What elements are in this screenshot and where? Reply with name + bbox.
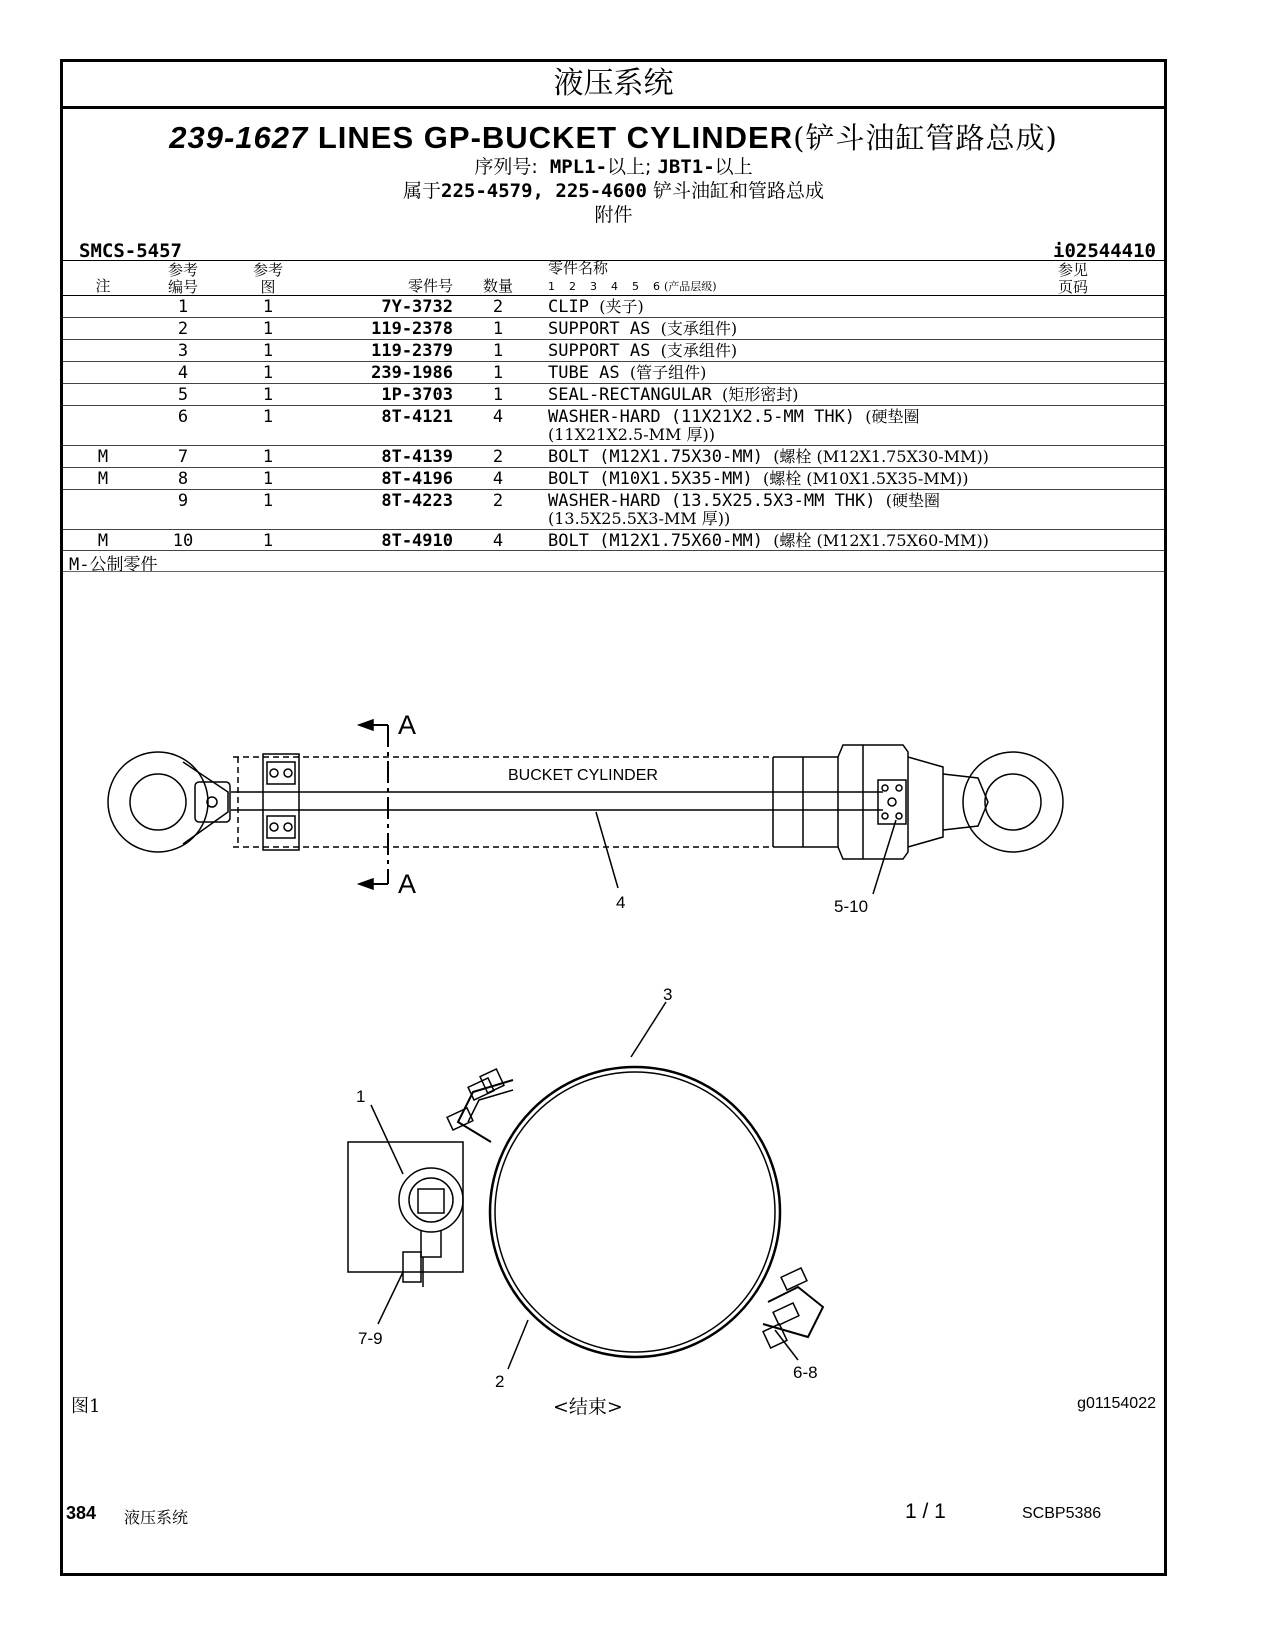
callout-7-9: 7-9 [358,1329,383,1348]
callout-1: 1 [356,1087,366,1106]
row-ref: 10 [172,531,194,551]
row-part-number: 8T-4139 [381,447,453,467]
row-name-en: TUBE AS [548,363,620,383]
level-1: 1 [548,280,555,293]
serial-2: JBT1- [657,156,715,178]
row-ref: 3 [177,341,189,361]
title-chinese: (铲斗油缸管路总成) [793,121,1058,155]
callout-6-8: 6-8 [793,1363,818,1382]
row-ref: 5 [177,385,189,405]
figure-label: 图1 [71,1396,101,1417]
level-2: 2 [569,280,576,293]
title-part-number: 239-1627 [169,120,309,155]
callout-4: 4 [616,893,626,912]
levels-note: (产品层级) [664,280,717,293]
row-ref: 6 [177,407,189,427]
row-fig: 1 [262,407,274,427]
section-title: 液压系统 [63,62,1164,109]
section-line-a [359,720,388,889]
level-5: 5 [632,280,639,293]
row-fig: 1 [262,319,274,339]
leader-5-10 [873,820,896,894]
serial-1: MPL1- [549,156,608,178]
footer-doc-id: SCBP5386 [1022,1505,1102,1522]
cylinder-barrel [233,757,773,847]
left-eye-end [108,752,230,852]
row-name-zh: (螺栓 (M12X1.75X30-MM)) [773,447,989,466]
leader-7-9 [378,1272,403,1324]
row-fig: 1 [262,385,274,405]
col-header-qty: 数量 [482,277,513,295]
row-part-number: 8T-4196 [381,469,453,489]
row-ref: 1 [177,297,189,317]
row-qty: 4 [492,531,504,551]
callout-3: 3 [663,985,673,1004]
level-6: 6 [653,280,660,293]
row-name-line2: (11X21X2.5-MM 厚)) [548,425,715,444]
row-qty: 1 [492,341,504,361]
row-name-en: SEAL-RECTANGULAR [548,385,712,405]
row-qty: 2 [492,491,504,511]
figure-drawing [63,62,1164,1573]
metric-note-text: 公制零件 [89,555,158,575]
row-name-en: WASHER-HARD (11X21X2.5-MM THK) [548,407,856,427]
row-fig: 1 [262,341,274,361]
row-qty: 2 [492,447,504,467]
col-header-ref-fig-1: 参考 [252,261,283,279]
row-ref: 2 [177,319,189,339]
row-fig: 1 [262,297,274,317]
col-header-ref-no-2: 编号 [167,278,198,296]
row-qty: 2 [492,297,504,317]
row-name-en: CLIP [548,297,589,317]
right-rod-end [773,745,1063,859]
document-iref: i02544410 [1053,240,1156,262]
row-name-zh: (支承组件) [660,341,738,360]
col-header-ref-no-1: 参考 [167,261,198,279]
row-part-number: 8T-4223 [381,491,453,511]
row-qty: 4 [492,407,504,427]
row-name-zh: (支承组件) [660,319,738,338]
belongs-parts: 225-4579, 225-4600 [441,180,647,202]
belongs-zh: 铲斗油缸和管路总成 [652,180,824,202]
col-header-ref-fig-2: 图 [260,278,276,296]
row-ref: 4 [177,363,189,383]
tube-clamp [263,754,299,850]
row-name-en: WASHER-HARD (13.5X25.5X3-MM THK) [548,491,876,511]
row-ref: 8 [177,469,189,489]
tube-assembly [231,792,883,810]
row-fig: 1 [262,531,274,551]
row-part-number: 119-2379 [371,341,453,361]
page-frame [60,59,1167,1576]
row-qty: 1 [492,385,504,405]
metric-note-prefix: M- [69,555,90,575]
serial-1-zh: 以上; [607,156,652,178]
row-name-zh: (管子组件) [629,363,707,382]
col-header-part-no: 零件号 [407,277,453,295]
title-english: LINES GP-BUCKET CYLINDER [317,120,794,155]
row-name-zh: (矩形密封) [722,385,799,404]
row-part-number: 7Y-3732 [381,297,453,317]
row-ref: 9 [177,491,189,511]
callout-2: 2 [495,1372,505,1391]
belongs-prefix: 属于 [403,180,442,202]
attachment-line: 附件 [594,204,633,226]
row-qty: 1 [492,363,504,383]
row-fig: 1 [262,447,274,467]
level-3: 3 [590,280,597,293]
row-part-number: 8T-4910 [381,531,453,551]
col-header-see-page-2: 页码 [1057,278,1088,296]
leader-4 [596,812,618,888]
row-fig: 1 [262,363,274,383]
footer-section: 液压系统 [124,1508,189,1527]
row-part-number: 239-1986 [371,363,453,383]
row-name-zh: (螺栓 (M12X1.75X60-MM)) [773,531,989,550]
row-fig: 1 [262,491,274,511]
row-ref: 7 [177,447,189,467]
col-header-name: 零件名称 [548,259,609,277]
row-name-en: BOLT (M12X1.75X60-MM) [548,531,763,551]
section-mark-bottom: A [398,869,417,899]
row-fig: 1 [262,469,274,489]
row-qty: 4 [492,469,504,489]
level-4: 4 [611,280,618,293]
graphic-reference: g01154022 [1077,1395,1156,1412]
row-name-en: BOLT (M12X1.75X30-MM) [548,447,763,467]
callout-5-10: 5-10 [834,897,869,916]
leader-1 [371,1105,403,1174]
row-name-zh: (硬垫圈 [885,491,941,510]
row-name-en: SUPPORT AS [548,319,651,339]
row-note: M [97,447,109,467]
end-label: <结束> [553,1396,623,1418]
row-name-zh: (螺栓 (M10X1.5X35-MM)) [762,469,969,488]
row-qty: 1 [492,319,504,339]
serial-label: 序列号: [474,156,538,178]
row-name-zh: (硬垫圈 [865,407,920,426]
row-name-zh: (夹子) [599,297,644,316]
row-part-number: 1P-3703 [381,385,453,405]
leader-3 [631,1002,666,1057]
row-part-number: 119-2378 [371,319,453,339]
section-view [348,1067,823,1357]
col-header-note: 注 [95,277,111,295]
row-name-en: SUPPORT AS [548,341,651,361]
row-note: M [97,531,109,551]
row-part-number: 8T-4121 [381,407,453,427]
leader-2 [508,1320,528,1369]
footer-page-count: 1 / 1 [905,1500,946,1523]
serial-2-zh: 以上 [714,156,753,178]
footer-page-number: 384 [66,1503,97,1523]
row-note: M [97,469,109,489]
row-name-line2: (13.5X25.5X3-MM 厚)) [548,509,731,528]
row-name-en: BOLT (M10X1.5X35-MM) [548,469,753,489]
cylinder-label: BUCKET CYLINDER [508,767,658,784]
smcs-code: SMCS-5457 [79,240,182,262]
section-mark-top: A [398,710,417,740]
col-header-see-page-1: 参见 [1057,261,1088,279]
